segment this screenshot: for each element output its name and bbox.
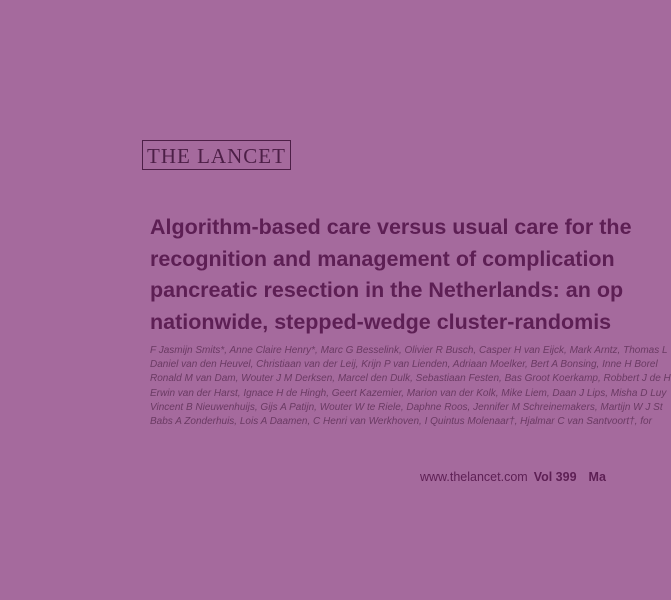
title-line: Algorithm-based care versus usual care for the bbox=[150, 215, 632, 239]
article-title bbox=[150, 212, 632, 338]
journal-logo: THE LANCET bbox=[142, 140, 291, 170]
title-line: pancreatic resection in the Netherlands: an op bbox=[150, 278, 624, 302]
author-line: Ronald M van Dam, Wouter J M Derksen, Marcel den Dulk, Sebastiaan Festen, Bas Groot Koerkamp, Robbert J de H bbox=[150, 373, 671, 385]
author-line: Babs A Zonderhuis, Lois A Daamen, C Henri van Werkhoven, I Quintus Molenaar†, Hjalmar C van Santvoort†, for bbox=[150, 416, 652, 428]
title-line: recognition and management of complication bbox=[150, 246, 615, 271]
author-line: Daniel van den Heuvel, Christiaan van der Leij, Krijn P van Lienden, Adriaan Moelker, Bert A Bonsing, Inne H Borel bbox=[150, 359, 658, 371]
author-line: F Jasmijn Smits*, Anne Claire Henry*, Marc G Besselink, Olivier R Busch, Casper H van Eijck, Mark Arntz, Thomas L bbox=[150, 345, 668, 356]
volume-label: Vol 399 bbox=[533, 470, 577, 484]
title-line: nationwide, stepped-wedge cluster-randomis bbox=[150, 309, 612, 334]
issue-month: Ma bbox=[588, 470, 606, 484]
author-list bbox=[150, 344, 671, 429]
page-footer bbox=[420, 468, 606, 486]
author-line: Vincent B Nieuwenhuijs, Gijs A Patijn, Wouter W te Riele, Daphne Roos, Jennifer M Schreinemakers, Martijn W J St bbox=[150, 401, 663, 413]
author-line: Erwin van der Harst, Ignace H de Hingh, Geert Kazemier, Marion van der Kolk, Mike Liem, Daan J Lips, Misha D Luy bbox=[150, 387, 667, 399]
website-link[interactable]: www.thelancet.com bbox=[420, 470, 528, 484]
